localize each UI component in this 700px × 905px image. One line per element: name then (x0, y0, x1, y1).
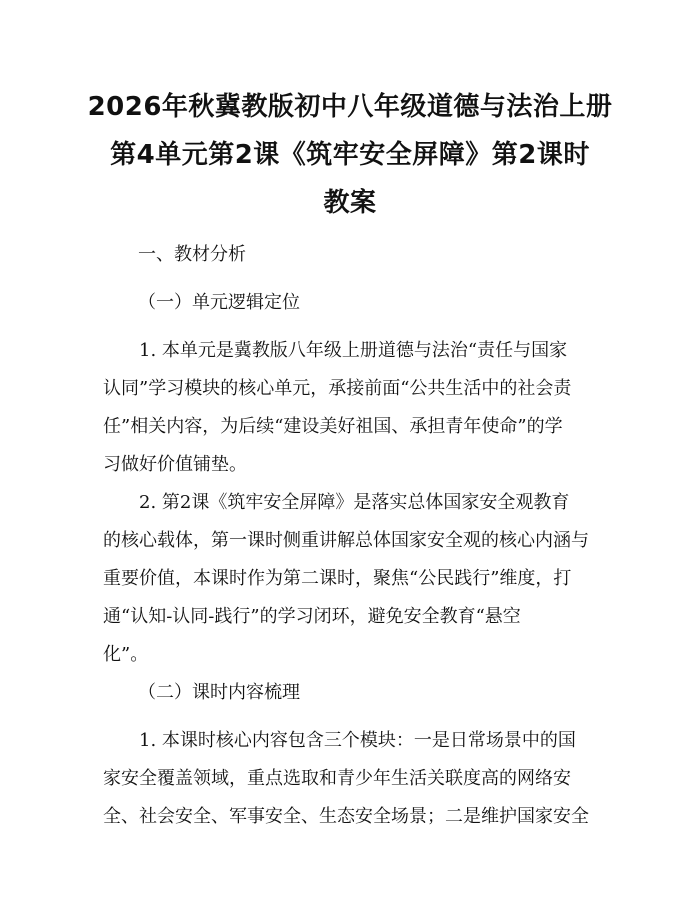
paragraph-content-overview-1 (103, 722, 603, 836)
paragraph-unit-logic-1 (103, 332, 603, 484)
paragraph-unit-logic-2 (103, 484, 603, 674)
paragraph-line: 重要价值，本课时作为第二课时，聚焦“公民践行”维度，打 (103, 568, 572, 589)
document-title-line-3: 教案 (323, 188, 377, 218)
paragraph-line: 化”。 (103, 644, 149, 665)
paragraph-line: 任”相关内容，为后续“建设美好祖国、承担青年使命”的学 (103, 416, 563, 437)
paragraph-line: 家安全覆盖领域，重点选取和青少年生活关联度高的网络安 (103, 768, 571, 789)
paragraph-line: 通“认知-认同-践行”的学习闭环，避免安全教育“悬空 (103, 606, 521, 627)
paragraph-line: 1. 本课时核心内容包含三个模块：一是日常场景中的国 (139, 730, 576, 751)
document-title-line-2: 第4单元第2课《筑牢安全屏障》第2课时 (110, 140, 590, 170)
document-title-line-1: 2026年秋冀教版初中八年级道德与法治上册 (87, 92, 613, 122)
paragraph-line: 习做好价值铺垫。 (103, 454, 247, 475)
subsection-heading-content-overview: （二）课时内容梳理 (138, 682, 300, 703)
paragraph-line: 2. 第2课《筑牢安全屏障》是落实总体国家安全观教育 (139, 492, 570, 513)
paragraph-line: 认同”学习模块的核心单元，承接前面“公共生活中的社会责 (103, 378, 572, 399)
paragraph-line: 全、社会安全、军事安全、生态安全场景；二是维护国家安全 (103, 806, 589, 827)
section-heading-teaching-material-analysis: 一、教材分析 (138, 244, 246, 265)
paragraph-line: 1. 本单元是冀教版八年级上册道德与法治“责任与国家 (139, 340, 568, 361)
subsection-heading-unit-logic: （一）单元逻辑定位 (138, 292, 300, 313)
paragraph-line: 的核心载体，第一课时侧重讲解总体国家安全观的核心内涵与 (103, 530, 589, 551)
